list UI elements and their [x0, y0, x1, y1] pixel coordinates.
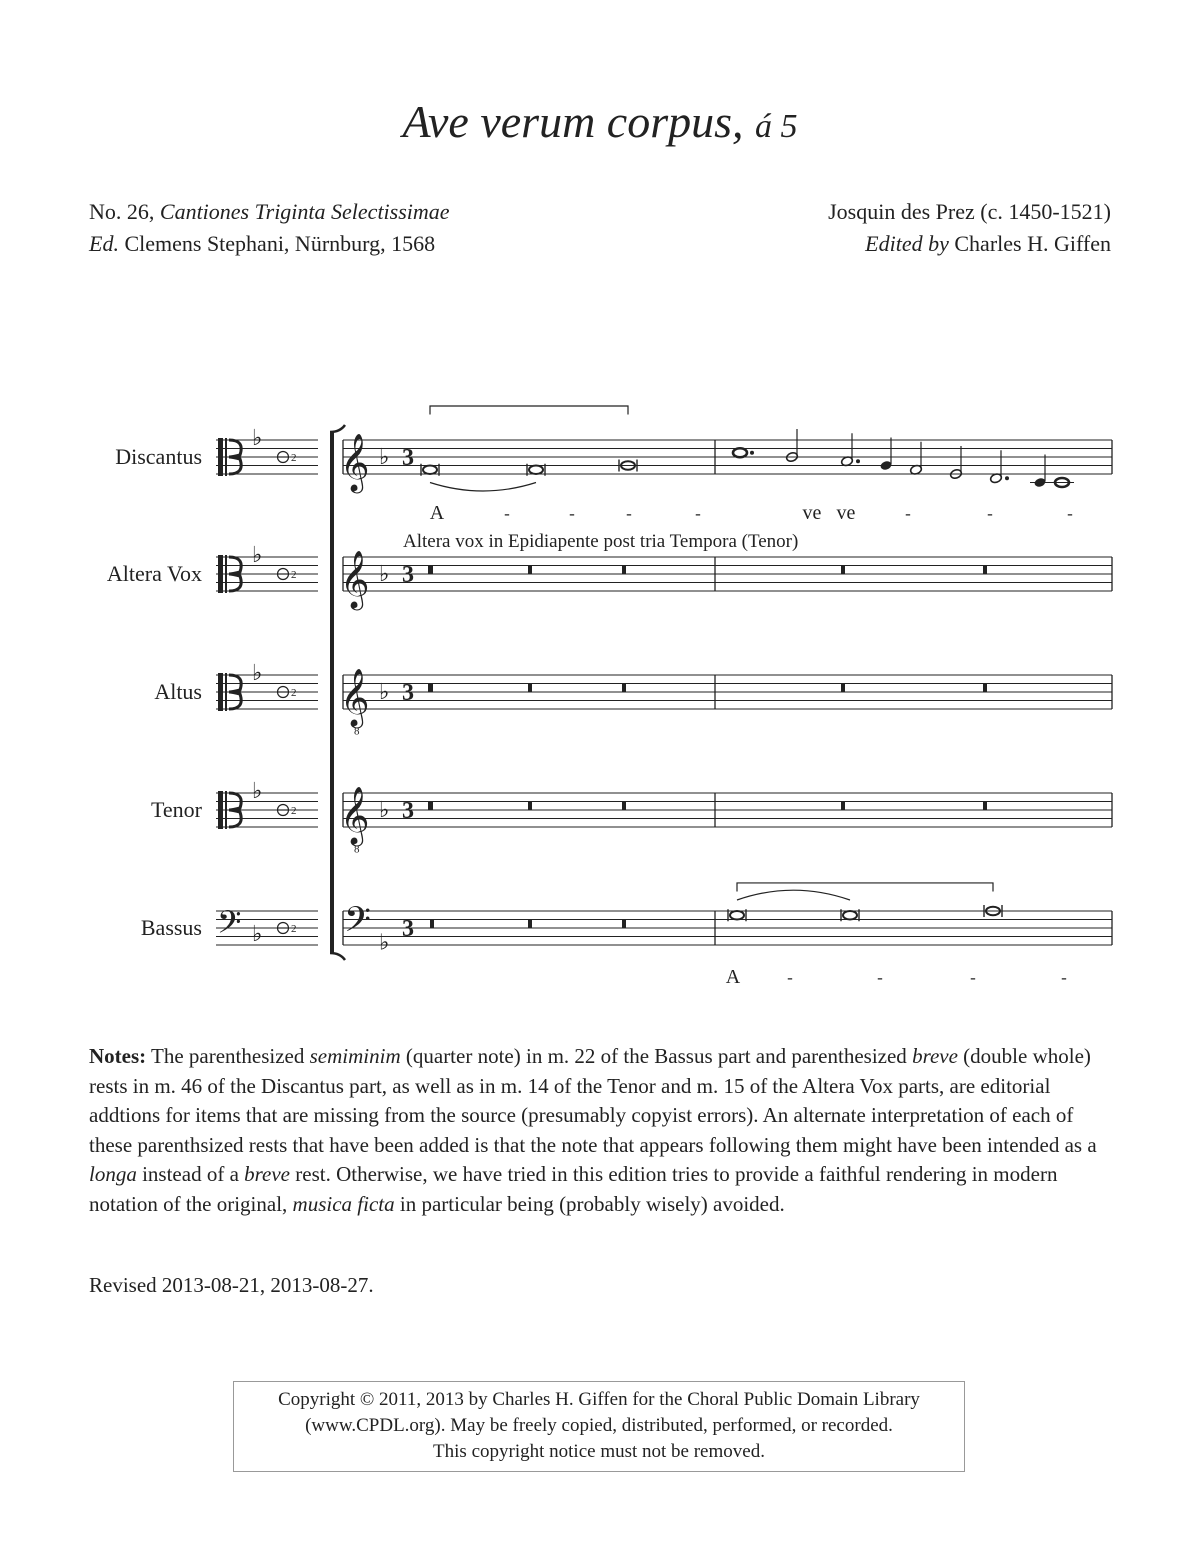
editor-label: Edited by	[865, 231, 949, 256]
octave-mark: 8	[354, 843, 360, 856]
lyric-hyphen: -	[970, 968, 976, 987]
mensuration-number: 2	[291, 687, 297, 699]
notes-segment: The parenthesized	[146, 1044, 310, 1068]
time-signature: 3	[402, 680, 414, 706]
source-collection: Cantiones Triginta Selectissimae	[159, 199, 450, 224]
time-signature: 3	[402, 916, 414, 942]
lyric-hyphen: -	[1061, 968, 1067, 987]
dot	[856, 459, 860, 463]
dot	[750, 451, 754, 455]
copyright-line-2: (www.CPDL.org). May be freely copied, distributed, performed, or recorded.	[305, 1415, 893, 1436]
lyric-syllable: ve	[836, 502, 856, 524]
time-signature: 3	[402, 445, 414, 471]
lyric-hyphen: -	[626, 504, 632, 523]
breve-rest	[528, 566, 532, 575]
breve-rest	[841, 566, 845, 575]
notes-body	[89, 1044, 1097, 1216]
lyric-hyphen: -	[504, 504, 510, 523]
flat-icon: ♭	[379, 796, 390, 822]
system-bracket	[330, 953, 345, 960]
voice-name: Altera Vox	[106, 561, 202, 586]
notes-segment: in particular being (probably wisely) avoided.	[394, 1191, 785, 1216]
flat-icon: ♭	[252, 920, 263, 946]
ligature-bracket	[430, 406, 628, 415]
c-clef-icon	[218, 555, 223, 593]
flat-icon: ♭	[379, 929, 390, 955]
notes-segment: breve	[244, 1162, 290, 1186]
copyright-line-1: Copyright © 2011, 2013 by Charles H. Giffen for the Choral Public Domain Library	[278, 1389, 920, 1410]
breve-rest	[528, 920, 532, 929]
canon-instruction: Altera vox in Epidiapente post tria Tempora (Tenor)	[403, 531, 799, 552]
lyric-hyphen: -	[569, 504, 575, 523]
breve-rest	[528, 684, 532, 693]
breve-rest	[429, 802, 433, 811]
flat-icon: ♭	[252, 425, 263, 451]
lyric-hyphen: -	[695, 504, 701, 523]
source-ed-label: Ed.	[89, 231, 119, 256]
breve-rest	[622, 684, 626, 693]
treble-clef-icon: 𝄞	[340, 787, 370, 844]
lyric-syllable: A	[429, 502, 445, 524]
whole-note	[733, 448, 747, 457]
c-clef-icon	[225, 673, 227, 711]
breve-rest	[429, 566, 433, 575]
editorial-notes	[89, 1042, 1119, 1219]
breve-rest	[528, 802, 532, 811]
lyric-hyphen: -	[1067, 504, 1073, 523]
breve-rest	[430, 920, 434, 929]
source-number: No. 26,	[89, 199, 155, 224]
notes-segment: breve	[912, 1044, 958, 1068]
c-clef-icon	[225, 791, 227, 829]
mensuration-number: 2	[291, 569, 297, 581]
treble-clef-icon: 𝄞	[340, 434, 370, 491]
source-editor: Clemens Stephani, Nürnburg, 1568	[124, 231, 436, 256]
notes-segment: (quarter note) in m. 22 of the Bassus part and parenthesized	[400, 1044, 913, 1068]
mensuration-number: 2	[291, 805, 297, 817]
copyright-box	[233, 1381, 965, 1472]
copyright-line-3: This copyright notice must not be removed.	[433, 1441, 765, 1462]
notes-segment: instead of a	[136, 1162, 245, 1186]
flat-icon: ♭	[252, 778, 263, 804]
system-bracket	[330, 432, 334, 953]
notes-segment: rest. Otherwise, we have tried in this edition tries to provide a faithful rendering in modern notation of the original,	[89, 1162, 1058, 1216]
breve-rest	[622, 920, 626, 929]
breve-rest	[841, 684, 845, 693]
c-clef-icon	[218, 791, 223, 829]
tie	[430, 483, 536, 492]
flat-icon: ♭	[252, 542, 263, 568]
lyric-hyphen: -	[877, 968, 883, 987]
c-clef-icon	[225, 438, 227, 476]
f-clef-icon: 𝄢	[217, 906, 242, 949]
octave-mark: 8	[354, 725, 360, 738]
lyric-syllable: ve	[802, 502, 822, 524]
breve-note	[843, 911, 857, 919]
breve-rest	[841, 802, 845, 811]
system-bracket	[330, 425, 345, 432]
notes-segment: longa	[89, 1162, 137, 1186]
breve-rest	[983, 566, 987, 575]
composer: Josquin des Prez (c. 1450-1521)	[828, 199, 1111, 224]
notes-segment: semiminim	[309, 1044, 401, 1068]
tie	[737, 890, 850, 900]
revision-date: Revised 2013-08-21, 2013-08-27.	[89, 1273, 374, 1297]
breve-note	[529, 466, 543, 474]
time-signature: 3	[402, 562, 414, 588]
notes-label: Notes:	[89, 1044, 147, 1068]
lyric-hyphen: -	[787, 968, 793, 987]
c-clef-icon	[218, 673, 223, 711]
lyric-hyphen: -	[987, 504, 993, 523]
time-signature: 3	[402, 798, 414, 824]
mensuration-number: 2	[291, 923, 297, 935]
breve-rest	[429, 684, 433, 693]
dot	[1005, 476, 1009, 480]
c-clef-icon	[225, 555, 227, 593]
title-voices: á 5	[755, 108, 798, 145]
flat-icon: ♭	[379, 443, 390, 469]
bass-clef-icon: 𝄢	[344, 902, 372, 949]
notes-segment: musica ficta	[292, 1191, 395, 1216]
flat-icon: ♭	[379, 560, 390, 586]
breve-rest	[622, 566, 626, 575]
editor-name: Charles H. Giffen	[954, 231, 1111, 256]
breve-note	[423, 466, 437, 474]
lyric-hyphen: -	[905, 504, 911, 523]
notes-segment: (double whole) rests in m. 46 of the Discantus part, as well as in m. 14 of the Tenor and m. 15 of the Altera Vox parts, are editorial addtions for items that are missing from the source (presumably copyist errors). An alternate interpretation of each of these parenthsized rests that have been added is that the note that appears following them might have been intended as a	[89, 1044, 1097, 1157]
title-main: Ave verum corpus,	[402, 96, 744, 147]
breve-rest	[983, 802, 987, 811]
voice-name: Bassus	[140, 915, 202, 940]
flat-icon: ♭	[379, 678, 390, 704]
lyric-syllable: A	[725, 966, 741, 988]
c-clef-icon	[218, 438, 223, 476]
treble-clef-icon: 𝄞	[340, 669, 370, 726]
breve-rest	[983, 684, 987, 693]
treble-clef-icon: 𝄞	[340, 551, 370, 608]
mensuration-number: 2	[291, 452, 297, 464]
voice-name: Discantus	[115, 444, 202, 469]
breve-rest	[622, 802, 626, 811]
voice-name: Altus	[154, 679, 202, 704]
breve-note	[730, 911, 744, 919]
voice-name: Tenor	[151, 797, 202, 822]
flat-icon: ♭	[252, 660, 263, 686]
ligature-bracket	[737, 883, 993, 892]
